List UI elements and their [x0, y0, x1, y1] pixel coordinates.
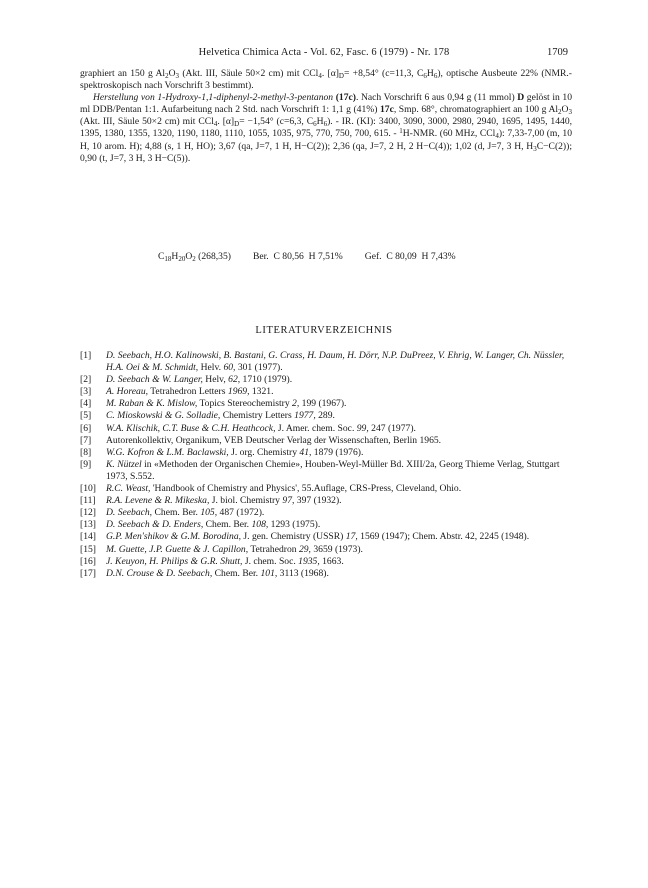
reference-source: Chem. Ber.	[203, 519, 252, 531]
reference-number: [15]	[80, 543, 96, 555]
reference-source: Chem. Ber.	[212, 567, 261, 579]
reference-volume: 99,	[356, 422, 369, 434]
reference-number: [12]	[80, 507, 96, 519]
reference-item	[80, 568, 572, 580]
reference-item	[80, 495, 572, 507]
reference-authors: R.A. Levene & R. Mikeska,	[106, 495, 210, 507]
reference-authors: D. Seebach,	[106, 507, 153, 519]
reference-number: [17]	[80, 567, 96, 579]
reference-source: Topics Stereochemistry	[197, 398, 293, 410]
reference-text	[106, 544, 572, 556]
reference-number: [9]	[80, 458, 92, 470]
reference-number: [5]	[80, 410, 92, 422]
reference-number: [3]	[80, 386, 92, 398]
reference-source: Tetrahedron Letters	[148, 386, 228, 398]
reference-volume: 41,	[299, 446, 312, 458]
reference-pages: 3659 (1973).	[310, 543, 363, 555]
compound-label: (17c)	[335, 92, 356, 104]
reference-text	[106, 386, 572, 398]
reference-volume: 105,	[200, 507, 218, 519]
reference-text	[106, 507, 572, 519]
reference-volume: 2,	[292, 398, 300, 410]
reference-text	[106, 447, 572, 459]
reference-volume: 101,	[260, 567, 278, 579]
reference-pages: 247 (1977).	[368, 422, 416, 434]
reference-authors: R.C. Weast,	[106, 483, 151, 495]
reference-authors: G.P. Men'shikov & G.M. Borodina,	[106, 531, 242, 543]
reference-number: [1]	[80, 350, 92, 361]
reference-pages: 199 (1967).	[299, 398, 347, 410]
experimental-text	[80, 68, 572, 165]
reference-source: in «Methoden der Organischen Chemie», Houben-Weyl-Müller Bd. XIII/2a, Georg Thieme Verlag, Stuttgart 1973, S.552.	[106, 458, 560, 482]
reference-item	[80, 398, 572, 410]
reference-source: J. biol. Chemistry	[209, 495, 283, 507]
reference-item	[80, 531, 572, 543]
reference-volume: 17,	[345, 531, 358, 543]
reference-number: [13]	[80, 519, 96, 531]
reference-pages: 1663.	[319, 555, 344, 567]
reference-source: J. gen. Chemistry (USSR)	[241, 531, 346, 543]
reference-text	[106, 350, 572, 374]
reference-text	[106, 398, 572, 410]
reference-volume: 1977,	[294, 410, 316, 422]
reference-number: [2]	[80, 374, 92, 386]
elemental-analysis: $C_{18}H_{20}O_2$ (268,35) Ber. C 80,56 H 7,51% Gef. C 80,09 H 7,43%	[158, 251, 456, 263]
reference-volume: 97,	[282, 495, 295, 507]
reference-authors: W.A. Klischik, C.T. Buse & C.H. Heathcock,	[106, 422, 276, 434]
reference-source: J. Amer. chem. Soc.	[275, 422, 357, 434]
paragraph-continuation: graphiert an 150 g $Al_2O_3$ (Akt. III, Säule 50×2 cm) mit CCl$_4$. $[\alpha]_D= +8,54^\circ$ (c=11,3, $C_6H_6$), optische Ausbeute 22% (NMR.-spektroskopisch nach Vorschrift 3 bestimmt).	[80, 68, 572, 92]
reference-text	[106, 374, 572, 386]
reference-text	[106, 410, 572, 422]
reference-item	[80, 447, 572, 459]
reference-authors: D.N. Crouse & D. Seebach,	[106, 567, 213, 579]
reference-pages: 1293 (1975).	[268, 519, 321, 531]
reference-text	[106, 568, 572, 580]
reference-authors: J. Keuyon, H. Philips & G.R. Shutt,	[106, 555, 243, 567]
reference-text	[106, 531, 572, 543]
reference-pages: 301 (1977).	[235, 362, 283, 374]
reference-item	[80, 374, 572, 386]
reference-number: [7]	[80, 434, 92, 446]
reference-authors: D. Seebach & D. Enders,	[106, 519, 204, 531]
reference-source: Helv,	[202, 374, 229, 386]
reference-source: Tetrahedron	[248, 543, 299, 555]
reference-source: Helv.	[198, 362, 224, 374]
reference-item	[80, 544, 572, 556]
reference-text	[106, 423, 572, 435]
reference-pages: 1710 (1979).	[240, 374, 293, 386]
reference-authors: W.G. Kofron & L.M. Baclawski,	[106, 446, 229, 458]
reference-text	[106, 483, 572, 495]
reference-volume: 1935,	[298, 555, 320, 567]
reference-number: [6]	[80, 422, 92, 434]
reference-number: [14]	[80, 531, 96, 543]
reference-number: [11]	[80, 495, 96, 507]
procedure-heading: Herstellung von 1-Hydroxy-1,1-diphenyl-2-methyl-3-pentanon	[93, 92, 334, 104]
reference-item	[80, 507, 572, 519]
reference-number: [8]	[80, 446, 92, 458]
page-number: 1709	[547, 47, 568, 58]
reference-text	[106, 435, 572, 447]
reference-source: J. chem. Soc.	[242, 555, 299, 567]
reference-source: 'Handbook of Chemistry and Physics', 55.Auflage, CRS-Press, Cleveland, Ohio.	[150, 483, 462, 495]
reference-item	[80, 435, 572, 447]
reference-authors: M. Raban & K. Mislow,	[106, 398, 198, 410]
reference-authors: C. Mioskowski & G. Solladie,	[106, 410, 221, 422]
reference-pages: 487 (1972).	[217, 507, 265, 519]
reference-source: Autorenkollektiv, Organikum, VEB Deutscher Verlag der Wissenschaften, Berlin 1965.	[106, 434, 442, 446]
reference-item	[80, 350, 572, 374]
analysis-calculated: Ber. C 80,56 H 7,51%	[252, 251, 343, 262]
references-heading: LITERATURVERZEICHNIS	[255, 325, 393, 336]
reference-number: [4]	[80, 398, 92, 410]
reference-number: [16]	[80, 555, 96, 567]
reference-authors: K. Nützel	[106, 458, 142, 470]
reference-source: J. org. Chemistry	[228, 446, 300, 458]
reference-item	[80, 459, 572, 483]
reference-text	[106, 459, 572, 483]
reference-item	[80, 519, 572, 531]
reference-authors: A. Horeau,	[106, 386, 149, 398]
reference-pages: 1879 (1976).	[311, 446, 364, 458]
reference-pages: 1569 (1947); Chem. Abstr. 42, 2245 (1948).	[357, 531, 530, 543]
reference-volume: 29,	[298, 543, 311, 555]
analysis-found: Gef. C 80,09 H 7,43%	[364, 251, 456, 262]
reference-pages: 397 (1932).	[294, 495, 342, 507]
reference-item	[80, 410, 572, 422]
reference-authors: D. Seebach, H.O. Kalinowski, B. Bastani, G. Crass, H. Daum, H. Dörr, N.P. DuPreez, V. Ehrig, W. Langer, Ch. Nüssler, H.A. Oei & M. Schmidt,	[106, 350, 565, 374]
reference-item	[80, 386, 572, 398]
reference-text	[106, 495, 572, 507]
reference-item	[80, 423, 572, 435]
reference-pages: 3113 (1968).	[277, 567, 329, 579]
reference-source: Chemistry Letters	[220, 410, 295, 422]
reference-text	[106, 556, 572, 568]
reference-volume: 62,	[228, 374, 241, 386]
reference-authors: M. Guette, J.P. Guette & J. Capillon,	[106, 543, 249, 555]
reference-source: Chem. Ber.	[152, 507, 201, 519]
running-head: Helvetica Chimica Acta - Vol. 62, Fasc. 6 (1979) - Nr. 178	[198, 47, 450, 58]
reference-pages: 1321.	[249, 386, 274, 398]
reference-volume: 1969,	[227, 386, 250, 398]
reference-volume: 108,	[251, 519, 269, 531]
reference-number: [10]	[80, 483, 96, 495]
reference-item	[80, 556, 572, 568]
reference-list	[80, 350, 572, 580]
reference-volume: 60,	[223, 362, 236, 374]
reference-authors: D. Seebach & W. Langer,	[106, 374, 203, 386]
paragraph-preparation-17c: Herstellung von 1-Hydroxy-1,1-diphenyl-2-methyl-3-pentanon (17c). Nach Vorschrift 6 aus 0,94 g (11 mmol) D gelöst in 10 ml DDB/Pentan 1:1. Aufarbeitung nach 2 Std. nach Vorschrift 1: 1,1 g (41%) 17c, Smp. 68°, chromatographiert an 100 g $Al_2O_3$ (Akt. III, Säule 50×2 cm) mit CCl$_4$. $[\alpha]_D= -1,54^\circ$ (c=6,3, $C_6H_6$). - IR. (KI): 3400, 3090, 3000, 2980, 2940, 1695, 1495, 1440, 1395, 1380, 1355, 1320, 1190, 1180, 1110, 1055, 1035, 975, 770, 750, 700, 615. - $^1$H-NMR. (60 MHz, CCl$_4$): 7,33-7,00 (m, 10 H, 10 arom. H); 4,88 (s, 1 H, HO); 3,67 (qa, J=7, 1 H, H−C(2)); 2,36 (qa, J=7, 2 H, 2 H−C(4)); 1,02 (d, J=7, 3 H, $H_3C-C(2)$); 0,90 (t, J=7, 3 H, 3 H−C(5)).	[80, 92, 573, 164]
reference-pages: 289.	[315, 410, 335, 422]
reference-item	[80, 483, 572, 495]
reference-text	[106, 519, 572, 531]
